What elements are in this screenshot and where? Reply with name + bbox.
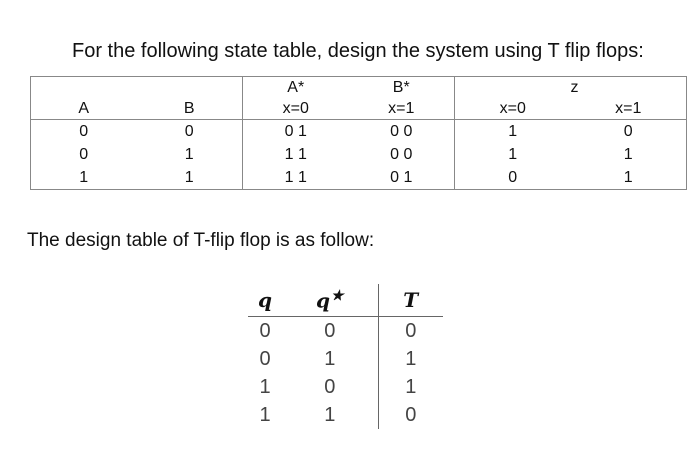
table-row <box>248 401 443 429</box>
table-row <box>31 119 687 143</box>
cell-b-star: 0 0 <box>349 119 455 143</box>
table-row <box>31 143 687 166</box>
cell-z-x0: 1 <box>455 143 571 166</box>
cell-q: 1 <box>259 375 271 398</box>
header-b-star: B* <box>392 78 410 96</box>
cell-a: 0 <box>31 143 137 166</box>
header-spacer <box>137 77 243 98</box>
header-q-next <box>282 284 378 317</box>
cell-b: 1 <box>184 145 194 163</box>
cell-t: 0 <box>378 317 443 346</box>
cell-a-star: 1 1 <box>243 166 349 190</box>
cell-b-star: 0 0 <box>390 145 413 163</box>
table-row <box>31 166 687 190</box>
cell-t: 1 <box>378 373 443 401</box>
col-header-b-x1: x=1 <box>388 99 415 117</box>
tff-subheading: The design table of T-flip flop is as follow: <box>27 230 375 251</box>
cell-b-star: 0 1 <box>390 168 413 186</box>
cell-q-next: 0 <box>324 375 336 398</box>
cell-q: 0 <box>259 347 271 370</box>
cell-q: 0 <box>259 319 271 342</box>
col-header-b: B <box>183 99 195 117</box>
cell-z-x0: 0 <box>455 166 571 190</box>
cell-b: 1 <box>184 168 194 186</box>
header-q: q <box>248 284 282 317</box>
cell-q-next: 1 <box>324 403 336 426</box>
cell-t: 1 <box>378 345 443 373</box>
t-flip-flop-table <box>248 284 443 429</box>
cell-a: 0 <box>31 119 137 143</box>
header-spacer <box>31 77 137 98</box>
table-row <box>248 317 443 346</box>
cell-q-next: 0 <box>324 319 336 342</box>
star-icon: ★ <box>330 287 344 304</box>
col-header-z-x0: x=0 <box>455 98 571 119</box>
header-a-star: A* <box>243 77 349 98</box>
col-header-z-x1: x=1 <box>615 99 642 117</box>
table-row <box>248 345 443 373</box>
header-z: z <box>570 78 579 96</box>
header-spacer <box>455 77 571 98</box>
problem-heading: For the following state table, design the system using T flip flops: <box>72 40 644 62</box>
cell-z-x1: 1 <box>623 168 633 186</box>
cell-q-next: 1 <box>324 347 336 370</box>
header-t: T <box>378 284 443 317</box>
table-row <box>248 373 443 401</box>
cell-z-x1: 1 <box>623 145 633 163</box>
cell-a-star: 0 1 <box>243 119 349 143</box>
cell-q: 1 <box>259 403 271 426</box>
cell-t: 0 <box>378 401 443 429</box>
cell-z-x0: 1 <box>455 119 571 143</box>
col-header-a-x0: x=0 <box>243 98 349 119</box>
cell-b: 0 <box>137 119 243 143</box>
state-table <box>30 76 687 190</box>
header-q-next-label: q <box>315 288 330 313</box>
cell-a: 1 <box>31 166 137 190</box>
cell-a-star: 1 1 <box>243 143 349 166</box>
cell-z-x1: 0 <box>571 119 687 143</box>
col-header-a: A <box>31 98 137 119</box>
